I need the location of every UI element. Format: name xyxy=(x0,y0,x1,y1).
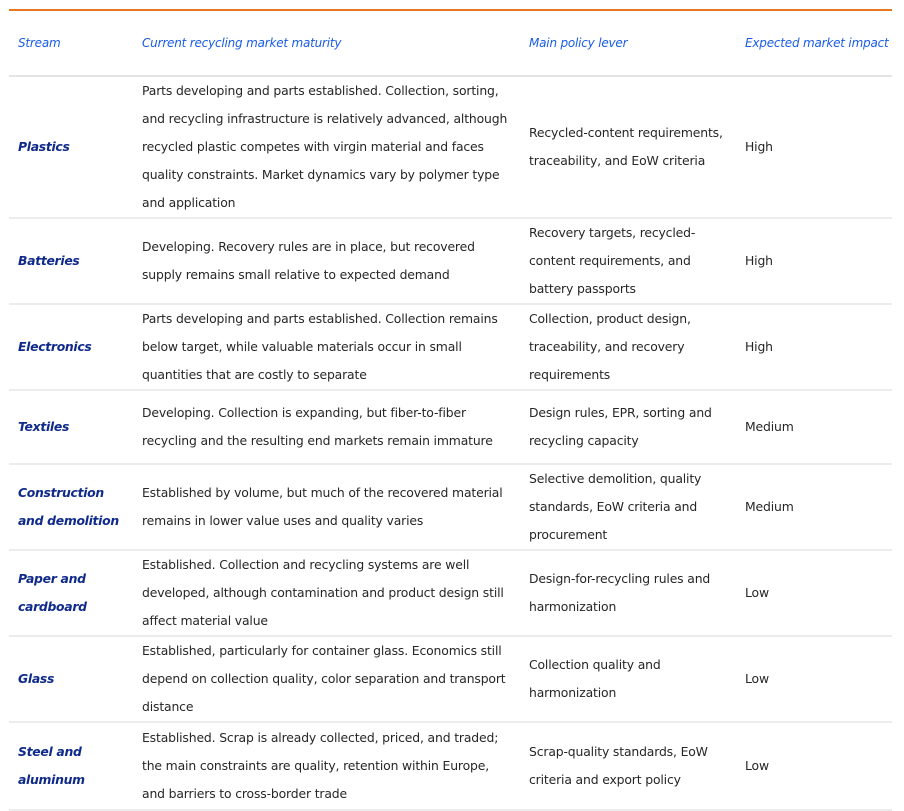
data-table xyxy=(9,11,892,811)
stream-cell: Textiles xyxy=(9,390,133,464)
policy-cell: Scrap-quality standards, EoW criteria and export policy xyxy=(520,722,736,810)
stream-cell: Construction and demolition xyxy=(9,464,133,550)
header-row xyxy=(9,11,892,76)
stream-cell: Glass xyxy=(9,636,133,722)
policy-cell: Collection, product design, traceability, and recovery requirements xyxy=(520,304,736,390)
header-stream: Stream xyxy=(9,11,133,76)
stream-cell: Plastics xyxy=(9,76,133,218)
stream-cell: Steel and aluminum xyxy=(9,722,133,810)
policy-cell: Recovery targets, recycled-content requirements, and battery passports xyxy=(520,218,736,304)
maturity-cell: Established by volume, but much of the recovered material remains in lower value uses and quality varies xyxy=(133,464,520,550)
table-row xyxy=(9,390,892,464)
header-impact: Expected market impact xyxy=(736,11,892,76)
table-row xyxy=(9,722,892,810)
impact-cell: Medium xyxy=(736,390,892,464)
header-policy: Main policy lever xyxy=(520,11,736,76)
policy-cell: Collection quality and harmonization xyxy=(520,636,736,722)
policy-cell: Selective demolition, quality standards, EoW criteria and procurement xyxy=(520,464,736,550)
impact-cell: Medium xyxy=(736,464,892,550)
impact-cell: Low xyxy=(736,722,892,810)
table-row xyxy=(9,550,892,636)
table-row xyxy=(9,464,892,550)
policy-cell: Design-for-recycling rules and harmonization xyxy=(520,550,736,636)
table-header xyxy=(9,11,892,76)
table-row xyxy=(9,304,892,390)
maturity-cell: Established, particularly for container glass. Economics still depend on collection quality, color separation and transport distance xyxy=(133,636,520,722)
table-body xyxy=(9,76,892,810)
maturity-cell: Established. Collection and recycling systems are well developed, although contamination and product design still affect material value xyxy=(133,550,520,636)
impact-cell: Low xyxy=(736,550,892,636)
policy-cell: Recycled-content requirements, traceability, and EoW criteria xyxy=(520,76,736,218)
header-maturity: Current recycling market maturity xyxy=(133,11,520,76)
maturity-cell: Parts developing and parts established. Collection remains below target, while valuable materials occur in small quantities that are costly to separate xyxy=(133,304,520,390)
table-row xyxy=(9,218,892,304)
impact-cell: High xyxy=(736,304,892,390)
stream-cell: Batteries xyxy=(9,218,133,304)
stream-cell: Paper and cardboard xyxy=(9,550,133,636)
policy-cell: Design rules, EPR, sorting and recycling capacity xyxy=(520,390,736,464)
maturity-cell: Parts developing and parts established. Collection, sorting, and recycling infrastructure is relatively advanced, although recycled plastic competes with virgin material and faces quality constraints. Market dynamics vary by polymer type and application xyxy=(133,76,520,218)
table-row xyxy=(9,76,892,218)
stream-cell: Electronics xyxy=(9,304,133,390)
impact-cell: High xyxy=(736,76,892,218)
impact-cell: High xyxy=(736,218,892,304)
maturity-cell: Established. Scrap is already collected, priced, and traded; the main constraints are quality, retention within Europe, and barriers to cross-border trade xyxy=(133,722,520,810)
impact-cell: Low xyxy=(736,636,892,722)
maturity-cell: Developing. Recovery rules are in place, but recovered supply remains small relative to expected demand xyxy=(133,218,520,304)
table-row xyxy=(9,636,892,722)
recycling-markets-table xyxy=(9,9,892,811)
maturity-cell: Developing. Collection is expanding, but fiber-to-fiber recycling and the resulting end markets remain immature xyxy=(133,390,520,464)
